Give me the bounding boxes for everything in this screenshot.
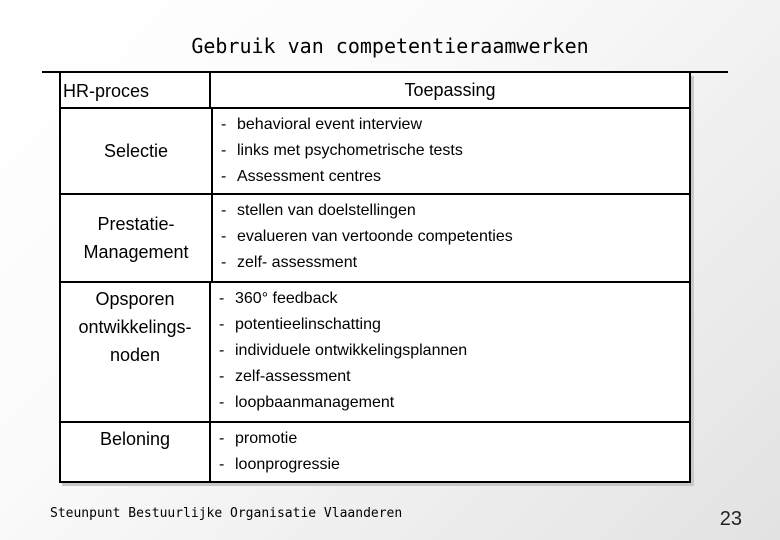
application-list	[213, 109, 689, 193]
list-item: - loonprogressie	[219, 456, 340, 473]
list-item: - stellen van doelstellingen	[221, 202, 416, 219]
list-item: - loopbaanmanagement	[219, 394, 395, 411]
application-list	[211, 283, 689, 421]
list-item: - potentieelinschatting	[219, 316, 381, 333]
list-item: - zelf- assessment	[221, 254, 358, 271]
table-row	[61, 107, 689, 193]
list-item: - Assessment centres	[221, 168, 382, 185]
list-item: - zelf-assessment	[219, 368, 351, 385]
hr-process-table	[59, 73, 691, 483]
list-item: - 360° feedback	[219, 290, 338, 307]
process-cell: Beloning	[61, 423, 211, 481]
process-cell: Opsporen ontwikkelings- noden	[61, 283, 211, 421]
page-number: 23	[719, 508, 742, 530]
table-row	[61, 281, 689, 421]
table-header-row	[61, 73, 689, 107]
list-item: - links met psychometrische tests	[221, 142, 463, 159]
application-list	[211, 423, 689, 481]
header-hr-process: HR-proces	[61, 73, 211, 107]
table-row	[61, 421, 689, 481]
list-item: - individuele ontwikkelingsplannen	[219, 342, 468, 359]
header-toepassing: Toepassing	[404, 80, 496, 100]
list-item: - evalueren van vertoonde competenties	[221, 228, 513, 245]
footer-organisation: Steunpunt Bestuurlijke Organisatie Vlaanderen	[50, 506, 403, 521]
table-row	[61, 193, 689, 281]
process-cell: Selectie	[61, 109, 213, 193]
list-item: - promotie	[219, 430, 298, 447]
list-item: - behavioral event interview	[221, 116, 422, 133]
application-list	[213, 195, 689, 281]
slide-title: Gebruik van competentieraamwerken	[191, 34, 589, 58]
process-cell: Prestatie- Management	[61, 195, 213, 281]
